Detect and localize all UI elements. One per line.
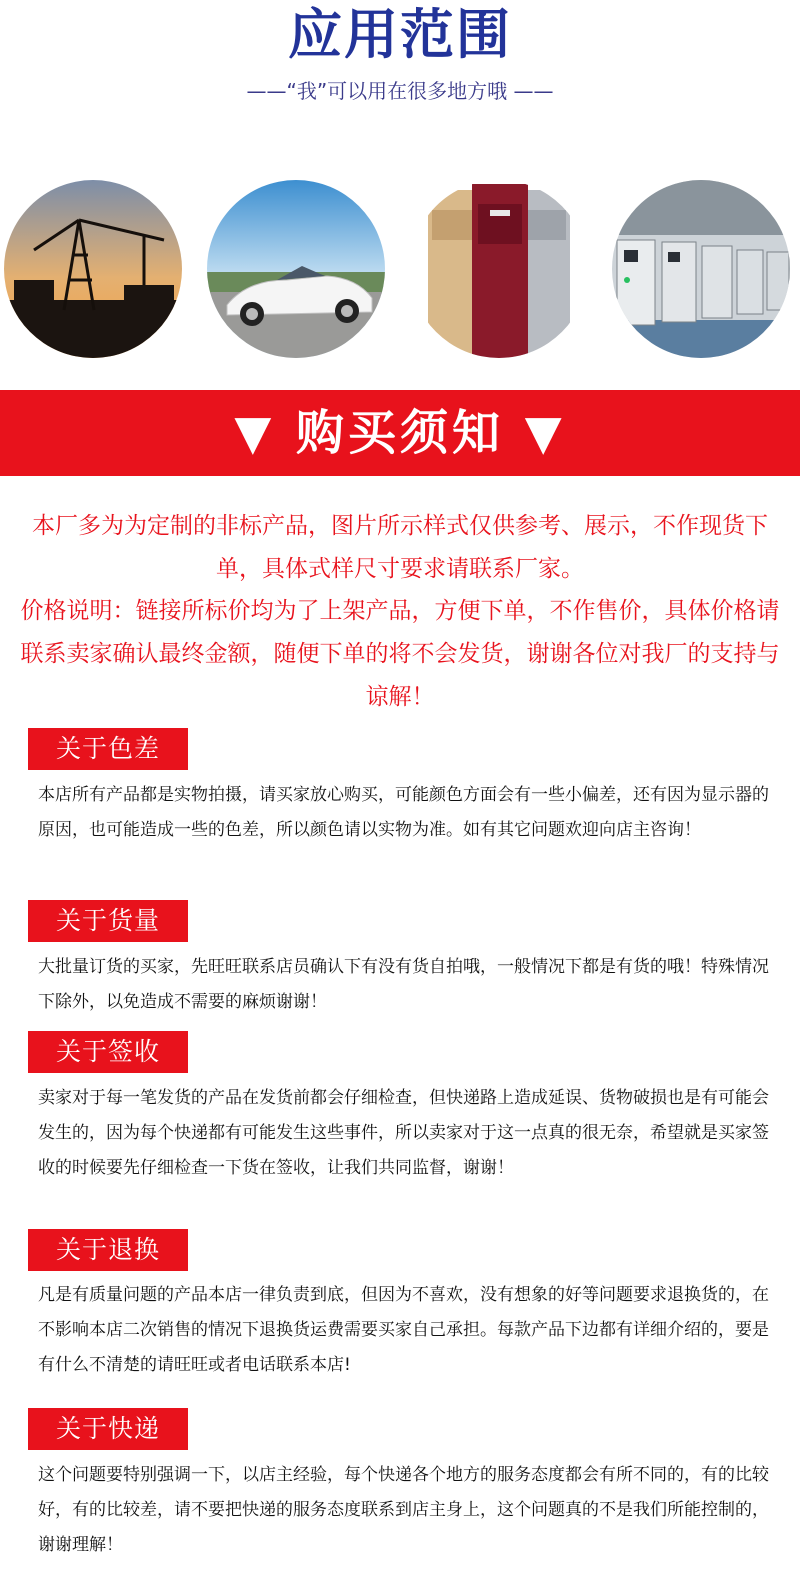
section-heading-color-difference: 关于色差 [28, 728, 188, 770]
section-body-receipt: 卖家对于每一笔发货的产品在发货前都会仔细检查，但快递路上造成延误、货物破损也是有可能会发生的，因为每个快递都有可能发生这些事件，所以卖家对于这一点真的很无奈，希望就是买家签收的时候要先仔细检查一下货在签收，让我们共同监督，谢谢！ [38, 1088, 769, 1178]
crane-photo [4, 180, 182, 358]
section-heading-delivery: 关于快递 [28, 1408, 188, 1450]
section-body-returns: 凡是有质量问题的产品本店一律负责到底，但因为不喜欢，没有想象的好等问题要求退换货的，在不影响本店二次销售的情况下退换货运费需要买家自己承担。每款产品下边都有详细介绍的，要是有什么不清楚的请旺旺或者电话联系本店! [38, 1285, 769, 1375]
custom-product-notice: 本厂多为为定制的非标产品，图片所示样式仅供参考、展示，不作现货下单，具体式样尺寸要求请联系厂家。 [32, 513, 768, 582]
section-body-color-difference: 本店所有产品都是实物拍摄，请买家放心购买，可能颜色方面会有一些小偏差，还有因为显示器的原因，也可能造成一些的色差，所以颜色请以实物为准。如有其它问题欢迎向店主咨询！ [38, 785, 769, 840]
purchase-notice-banner: ▼ 购买须知 ▼ [0, 390, 800, 476]
car-photo [207, 180, 385, 358]
section-heading-returns: 关于退换 [28, 1229, 188, 1271]
price-notice: 价格说明：链接所标价均为了上架产品，方便下单，不作售价，具体价格请联系卖家确认最终金额，随便下单的将不会发货，谢谢各位对我厂的支持与谅解！ [20, 598, 780, 710]
section-body-stock: 大批量订货的买家，先旺旺联系店员确认下有没有货自拍哦，一般情况下都是有货的哦！特殊情况下除外，以免造成不需要的麻烦谢谢！ [38, 957, 769, 1012]
section-heading-receipt: 关于签收 [28, 1031, 188, 1073]
page-title: 应用范围 [288, 3, 512, 66]
page-subtitle: ——“我”可以用在很多地方哦 —— [246, 79, 554, 103]
section-body-delivery: 这个问题要特别强调一下，以店主经验，每个快递各个地方的服务态度都会有所不同的，有的比较好，有的比较差，请不要把快递的服务态度联系到店主身上，这个问题真的不是我们所能控制的，谢谢理解！ [38, 1465, 769, 1555]
section-heading-stock: 关于货量 [28, 900, 188, 942]
air-conditioner-photo [410, 180, 588, 358]
factory-photo [612, 180, 790, 358]
